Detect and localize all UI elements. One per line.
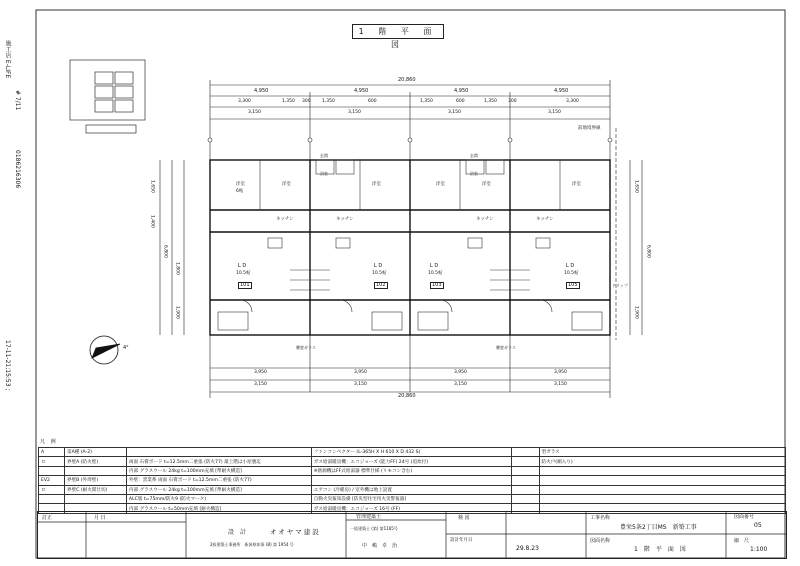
top-dim-row2-8: 1,350 <box>484 99 497 104</box>
room-kitchen-4: キッチン <box>536 217 554 222</box>
legend-cell <box>39 494 65 503</box>
fax-timestamp-left: 17-11-21;15:53 ; <box>4 340 11 391</box>
company-name: オオヤマ建設 <box>270 528 321 536</box>
design-label: 設 計 <box>228 529 247 536</box>
overall-width-bottom: 20,860 <box>398 393 416 399</box>
drip-label: ドリップ <box>612 283 628 288</box>
overall-width-top: 20,860 <box>398 77 416 83</box>
left-dim-3: 6,800 <box>162 245 168 258</box>
unit-105-ld: L D <box>566 263 575 269</box>
legend-cell: 両面 石膏ボード t=12.5mm二重張 (防火77) 最上階は小屋裏迄 <box>126 457 311 466</box>
bottom-dim-3: 3,950 <box>454 370 467 375</box>
grid-markers <box>208 138 612 142</box>
legend-cell <box>511 448 539 457</box>
window-label-1: 腰窓ガラス <box>296 345 316 350</box>
room-kitchen-2: キッチン <box>336 217 354 222</box>
check-label: 検 図 <box>458 515 470 521</box>
legend-row <box>39 476 786 485</box>
bottom-dim-row2-1: 3,150 <box>254 382 267 387</box>
project-name: 豊栄5条2丁目MS 新築工事 <box>620 524 697 531</box>
legend-cell: ALC版 t=75mm/防火9 (防火マーク) <box>126 494 311 503</box>
legend-cell <box>64 494 126 503</box>
unit-105-area: 10.5帖 <box>564 271 579 276</box>
unit-103-number: 103 <box>432 282 442 288</box>
design-date-label: 設計年月日 <box>450 538 473 543</box>
room-western-1-size: 6帖 <box>236 189 244 194</box>
legend-cell: 界壁C (耐火間仕切) <box>64 485 126 494</box>
project-label: 工事名称 <box>590 515 611 521</box>
legend-cell <box>539 494 785 503</box>
bottom-dim-1: 3,950 <box>254 370 267 375</box>
legend-cell <box>511 476 539 485</box>
legend-cell: A <box>39 448 65 457</box>
legend-cell <box>511 485 539 494</box>
drawing-number: 05 <box>754 522 762 529</box>
bottom-dim-row2-2: 3,150 <box>354 382 367 387</box>
unit-105-number: 105 <box>568 282 578 288</box>
unit-101-area: 10.5帖 <box>236 271 251 276</box>
legend-cell: 外壁：窯業系 両面 石膏ボード t=12.5mm二重張 (防火77) <box>126 476 311 485</box>
legend-cell: EV2 <box>39 476 65 485</box>
legend-row <box>39 494 786 503</box>
legend-cell: 界壁B (外周壁) <box>64 476 126 485</box>
legend-cell <box>539 466 785 475</box>
top-dim-row2-4: 1,350 <box>322 99 335 104</box>
right-dim-3: 1,900 <box>633 306 639 319</box>
unit-102-area: 10.5帖 <box>372 271 387 276</box>
left-dim-4: 1,800 <box>174 262 180 275</box>
legend-cell <box>539 476 785 485</box>
legend-cell: 内部 グラスウール 24kg t=100mm充填 [準耐火構造] <box>126 485 311 494</box>
top-dim-3: 4,950 <box>454 88 469 94</box>
top-dim-row2-1: 3,300 <box>238 99 251 104</box>
fax-id-left: 0186216306 <box>14 150 21 189</box>
dimension-lines <box>160 77 642 398</box>
top-dim-row2-2: 1,350 <box>282 99 295 104</box>
bottom-dim-2: 3,950 <box>354 370 367 375</box>
legend-cell <box>311 476 511 485</box>
legend-cell: 防火戸(網入り) <box>539 457 785 466</box>
bottom-dim-row2-3: 3,150 <box>454 382 467 387</box>
window-label-2: 腰窓ガラス <box>496 345 516 350</box>
north-arrow-icon <box>90 336 120 364</box>
legend-cell <box>511 457 539 466</box>
unit-102-number: 102 <box>376 282 386 288</box>
legend-row <box>39 466 786 475</box>
legend-cell: エアコン (冷暖房) / 室外機は地上設置 <box>311 485 511 494</box>
legend-cell: ファンコンベクター (L-365H X H 610 X D 432 S) <box>311 448 511 457</box>
scale-value: 1:100 <box>750 546 768 553</box>
revision-label: 訂正 <box>42 515 53 521</box>
unit-103-area: 10.5帖 <box>428 271 443 276</box>
north-angle-label: 4° <box>123 345 129 351</box>
legend-table <box>38 447 786 514</box>
fax-header-left: 施工店 E-LIFE <box>4 40 11 79</box>
legend-cell <box>511 494 539 503</box>
room-kitchen-1: キッチン <box>276 217 294 222</box>
legend-cell: 第A種 (A-2) <box>64 448 126 457</box>
fax-page-left: # 7/11 <box>14 90 21 111</box>
top-dim-row2-7: 600 <box>456 99 465 104</box>
legend-row <box>39 448 786 457</box>
title-block <box>37 511 787 559</box>
legend-cell: ガス給湯暖房機：エコジョーズ 16号 (FF) <box>311 504 511 513</box>
legend-cell <box>539 485 785 494</box>
left-dim-5: 1,900 <box>174 306 180 319</box>
company-license: 2級建築士事務所 新潟県知事 (B) 第 1954 号 <box>210 542 294 547</box>
legend-cell: ※熱源機はFF式給湯器 標準仕様 (リモコン含む) <box>311 466 511 475</box>
room-western-6: 洋室 <box>572 182 581 187</box>
top-dim-row3-2: 3,150 <box>348 110 361 115</box>
room-entrance-1: 玄関 <box>320 153 328 158</box>
drawing-name-label: 図面名称 <box>590 538 611 544</box>
legend-cell: 内部 グラスウール 24kg t=100mm充填 [準耐火構造] <box>126 466 311 475</box>
drawing-title: 1 階 平 面 図 <box>352 24 444 39</box>
room-entrance-2: 玄関 <box>470 153 478 158</box>
architect-name: 中 嶋 卓 治 <box>362 543 398 549</box>
legend-row <box>39 485 786 494</box>
room-western-4: 洋室 <box>436 182 445 187</box>
scale-label: 縮 尺 <box>734 538 750 544</box>
legend-cell: 自動火災報知設備 [防災型住宅用火災警報器] <box>311 494 511 503</box>
room-bath-1: 浴室 <box>320 171 328 176</box>
drawing-name: 1 階 平 面 図 <box>634 546 686 553</box>
legend-cell <box>39 466 65 475</box>
legend-cell: 型ガラス <box>539 448 785 457</box>
legend-cell: 界壁A (防火壁) <box>64 457 126 466</box>
left-dim-2: 1,400 <box>149 215 155 228</box>
legend-header: 凡 例 <box>40 439 58 445</box>
top-dim-4: 4,950 <box>554 88 569 94</box>
legend-cell: ロ <box>39 457 65 466</box>
top-dim-1: 4,950 <box>254 88 269 94</box>
legend-cell <box>126 448 311 457</box>
bottom-dim-4: 3,950 <box>554 370 567 375</box>
top-dim-row2-10: 3,300 <box>566 99 579 104</box>
room-western-1: 洋室 <box>236 182 245 187</box>
architect-license: 一級建築士 (第) 第1165号 <box>350 526 398 531</box>
unit-101-ld: L D <box>238 263 247 269</box>
right-dim-1: 1,650 <box>633 180 639 193</box>
drawing-number-label: 図面番号 <box>734 514 755 520</box>
unit-101-number: 101 <box>240 282 250 288</box>
top-dim-2: 4,950 <box>354 88 369 94</box>
top-dim-row3-1: 3,150 <box>248 110 261 115</box>
top-dim-row2-9: 300 <box>508 99 517 104</box>
top-dim-row3-4: 3,150 <box>548 110 561 115</box>
legend-cell: ガス給湯暖房機：エコジョーズ (能力FF) 24号 (追炊付) <box>311 457 511 466</box>
unit-102-ld: L D <box>374 263 383 269</box>
design-date: 29.8.23 <box>516 545 539 552</box>
site-boundary-label: 前地境界線 <box>578 126 601 131</box>
revision-date-label: 月 日 <box>94 515 106 521</box>
legend-cell <box>511 466 539 475</box>
bottom-dim-row2-4: 3,150 <box>554 382 567 387</box>
room-kitchen-3: キッチン <box>476 217 494 222</box>
top-dim-row2-5: 600 <box>368 99 377 104</box>
unit-103-ld: L D <box>430 263 439 269</box>
top-dim-row2-6: 1,350 <box>420 99 433 104</box>
legend-cell: 内部 グラスウール t=50mm充填 [耐火構造] <box>126 504 311 513</box>
architect-label: 管理建築士 <box>356 514 382 520</box>
room-western-3: 洋室 <box>372 182 381 187</box>
room-bath-2: 浴室 <box>470 171 478 176</box>
top-dim-row3-3: 3,150 <box>448 110 461 115</box>
left-dim-1: 1,650 <box>149 180 155 193</box>
legend-row <box>39 457 786 466</box>
legend-cell <box>64 466 126 475</box>
right-dim-2: 6,800 <box>645 245 651 258</box>
room-western-2: 洋室 <box>282 182 291 187</box>
top-dim-row2-3: 300 <box>302 99 311 104</box>
room-western-5: 洋室 <box>482 182 491 187</box>
legend-cell: ロ <box>39 485 65 494</box>
